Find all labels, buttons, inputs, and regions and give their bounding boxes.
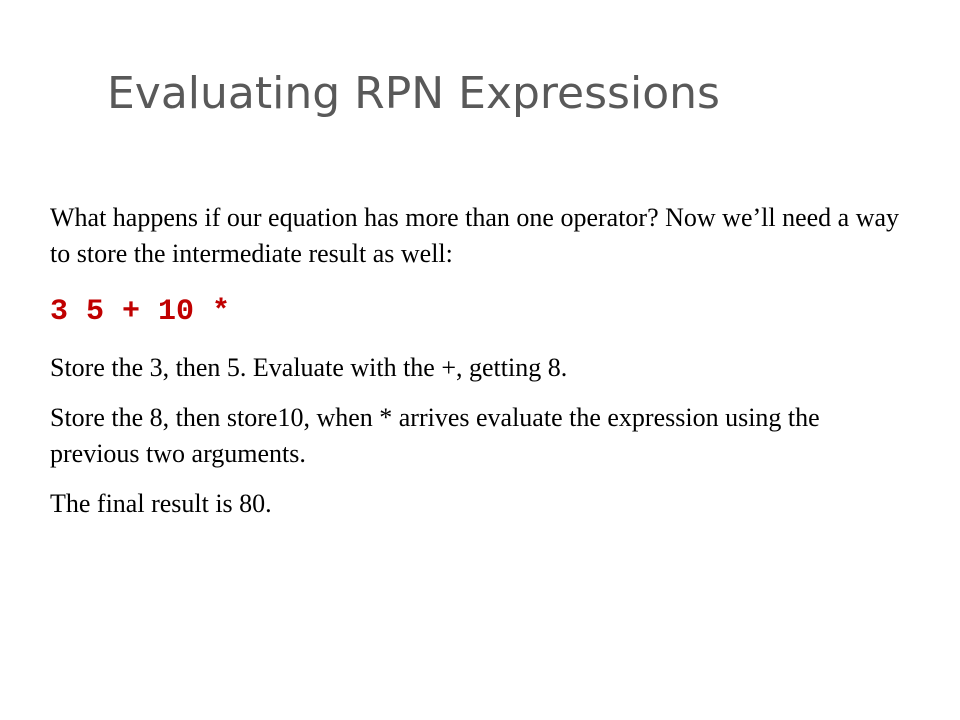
result-paragraph: The final result is 80. [50,489,272,518]
slide-title: Evaluating RPN Expressions [107,68,720,119]
step-two-paragraph: Store the 8, then store10, when * arrives evaluate the expression using the previous two arguments. [50,403,820,468]
rpn-expression: 3 5 + 10 * [50,295,231,329]
step-one-paragraph: Store the 3, then 5. Evaluate with the +, getting 8. [50,353,568,382]
intro-paragraph: What happens if our equation has more than one operator? Now we’ll need a way to store the intermediate result as well: [50,203,900,268]
slide-content [50,200,910,522]
